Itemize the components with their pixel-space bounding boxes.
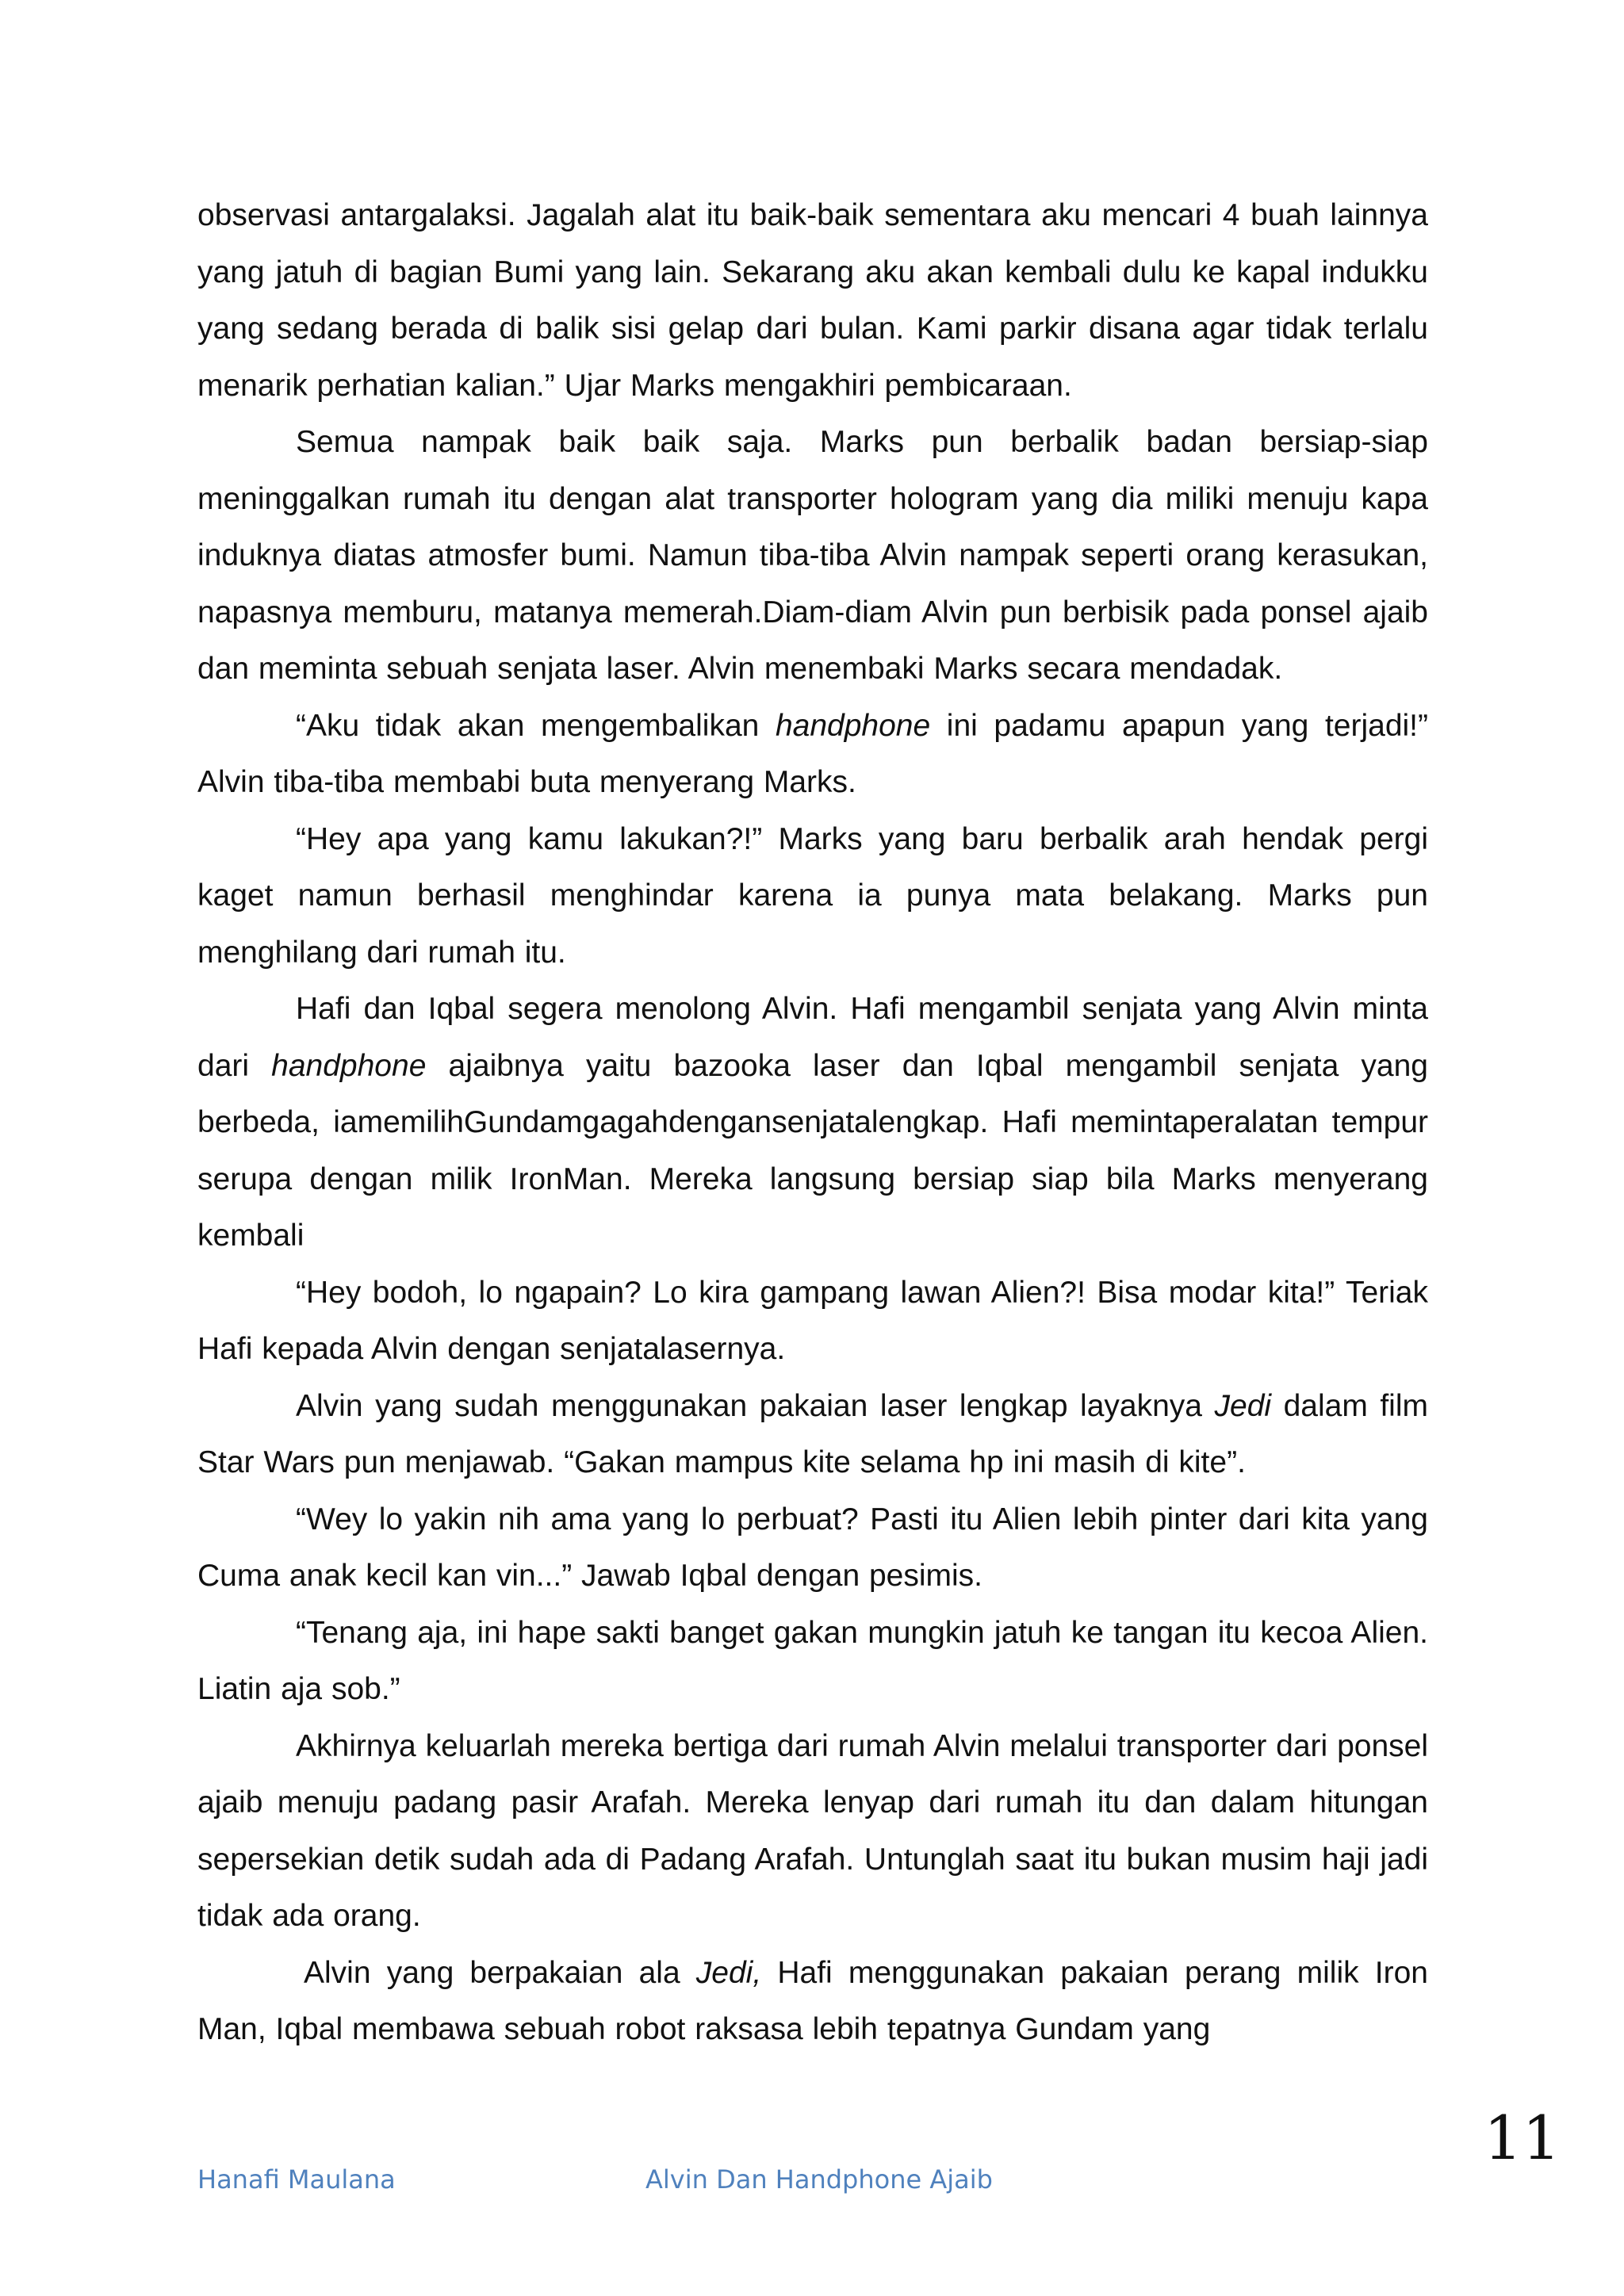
text-run: Alvin yang sudah menggunakan pakaian laser lengkap layaknya: [296, 1388, 1215, 1423]
body-paragraph: [197, 1265, 1428, 1378]
text-run: “Hey apa yang kamu lakukan?!” Marks yang baru berbalik arah hendak pergi kaget namun berhasil menghindar karena ia punya mata belakang. Marks pun menghilang dari rumah itu.: [197, 821, 1428, 970]
body-paragraph: [197, 187, 1428, 414]
page-body: [197, 187, 1428, 2058]
text-run: “Wey lo yakin nih ama yang lo perbuat? Pasti itu Alien lebih pinter dari kita yang Cuma anak kecil kan vin...” Jawab Iqbal dengan pesimis.: [197, 1502, 1428, 1593]
text-run: “Aku tidak akan mengembalikan: [296, 708, 776, 743]
body-paragraph: [197, 1378, 1428, 1491]
body-paragraph: [197, 1718, 1428, 1945]
text-run: Akhirnya keluarlah mereka bertiga dari rumah Alvin melalui transporter dari ponsel ajaib menuju padang pasir Arafah. Mereka lenyap dari rumah itu dan dalam hitungan sepersekian detik sudah ada di Padang Arafah. Untunglah saat itu bukan musim haji jadi tidak ada orang.: [197, 1728, 1428, 1933]
body-paragraph: [197, 1491, 1428, 1605]
text-run: “Hey bodoh, lo ngapain? Lo kira gampang lawan Alien?! Bisa modar kita!” Teriak Hafi kepada Alvin dengan senjatalasernya.: [197, 1275, 1428, 1366]
body-paragraph: [197, 981, 1428, 1265]
footer-book-title: Alvin Dan Handphone Ajaib: [645, 2164, 993, 2195]
page-number: 11: [1484, 2103, 1561, 2173]
footer-author: Hanafi Maulana: [197, 2164, 396, 2195]
italic-text-run: handphone: [271, 1048, 427, 1083]
text-run: Alvin yang berpakaian ala: [304, 1955, 696, 1990]
text-run: Hafi menggunakan pakaian perang milik Iron Man, Iqbal membawa sebuah robot raksasa lebih tepatnya Gundam yang: [197, 1955, 1428, 2046]
text-run: ini padamu apapun yang terjadi!” Alvin tiba-tiba membabi buta menyerang Marks.: [197, 708, 1428, 799]
italic-text-run: handphone: [775, 708, 931, 743]
body-paragraph: [197, 811, 1428, 982]
text-run: ajaibnya yaitu bazooka laser dan Iqbal mengambil senjata yang berbeda, iamemilihGundamgagahdengansenjatalengkap. Hafi memintaperalatan tempur serupa dengan milik IronMan. Mereka langsung bersiap siap bila Marks menyerang kembali: [197, 1048, 1428, 1253]
text-run: dalam film Star Wars pun menjawab. “Gakan mampus kite selama hp ini masih di kite”.: [197, 1388, 1429, 1479]
text-run: “Tenang aja, ini hape sakti banget gakan mungkin jatuh ke tangan itu kecoa Alien. Liatin aja sob.”: [197, 1615, 1428, 1706]
body-paragraph: [197, 698, 1428, 811]
text-run: Semua nampak baik baik saja. Marks pun berbalik badan bersiap-siap meninggalkan rumah itu dengan alat transporter hologram yang dia miliki menuju kapa induknya diatas atmosfer bumi. Namun tiba-tiba Alvin nampak seperti orang kerasukan, napasnya memburu, matanya memerah.Diam-diam Alvin pun berbisik pada ponsel ajaib dan meminta sebuah senjata laser. Alvin menembaki Marks secara mendadak.: [197, 425, 1428, 686]
text-run: Hafi dan Iqbal segera menolong Alvin. Hafi mengambil senjata yang Alvin minta dari: [197, 992, 1428, 1083]
body-paragraph: [197, 1945, 1428, 2058]
italic-text-run: Jedi: [1214, 1388, 1272, 1423]
body-paragraph: [197, 1605, 1428, 1718]
italic-text-run: Jedi,: [695, 1955, 762, 1990]
text-run: observasi antargalaksi. Jagalah alat itu baik-baik sementara aku mencari 4 buah lainnya yang jatuh di bagian Bumi yang lain. Sekarang aku akan kembali dulu ke kapal indukku yang sedang berada di balik sisi gelap dari bulan. Kami parkir disana agar tidak terlalu menarik perhatian kalian.” Ujar Marks mengakhiri pembicaraan.: [197, 198, 1428, 403]
body-paragraph: [197, 414, 1428, 698]
